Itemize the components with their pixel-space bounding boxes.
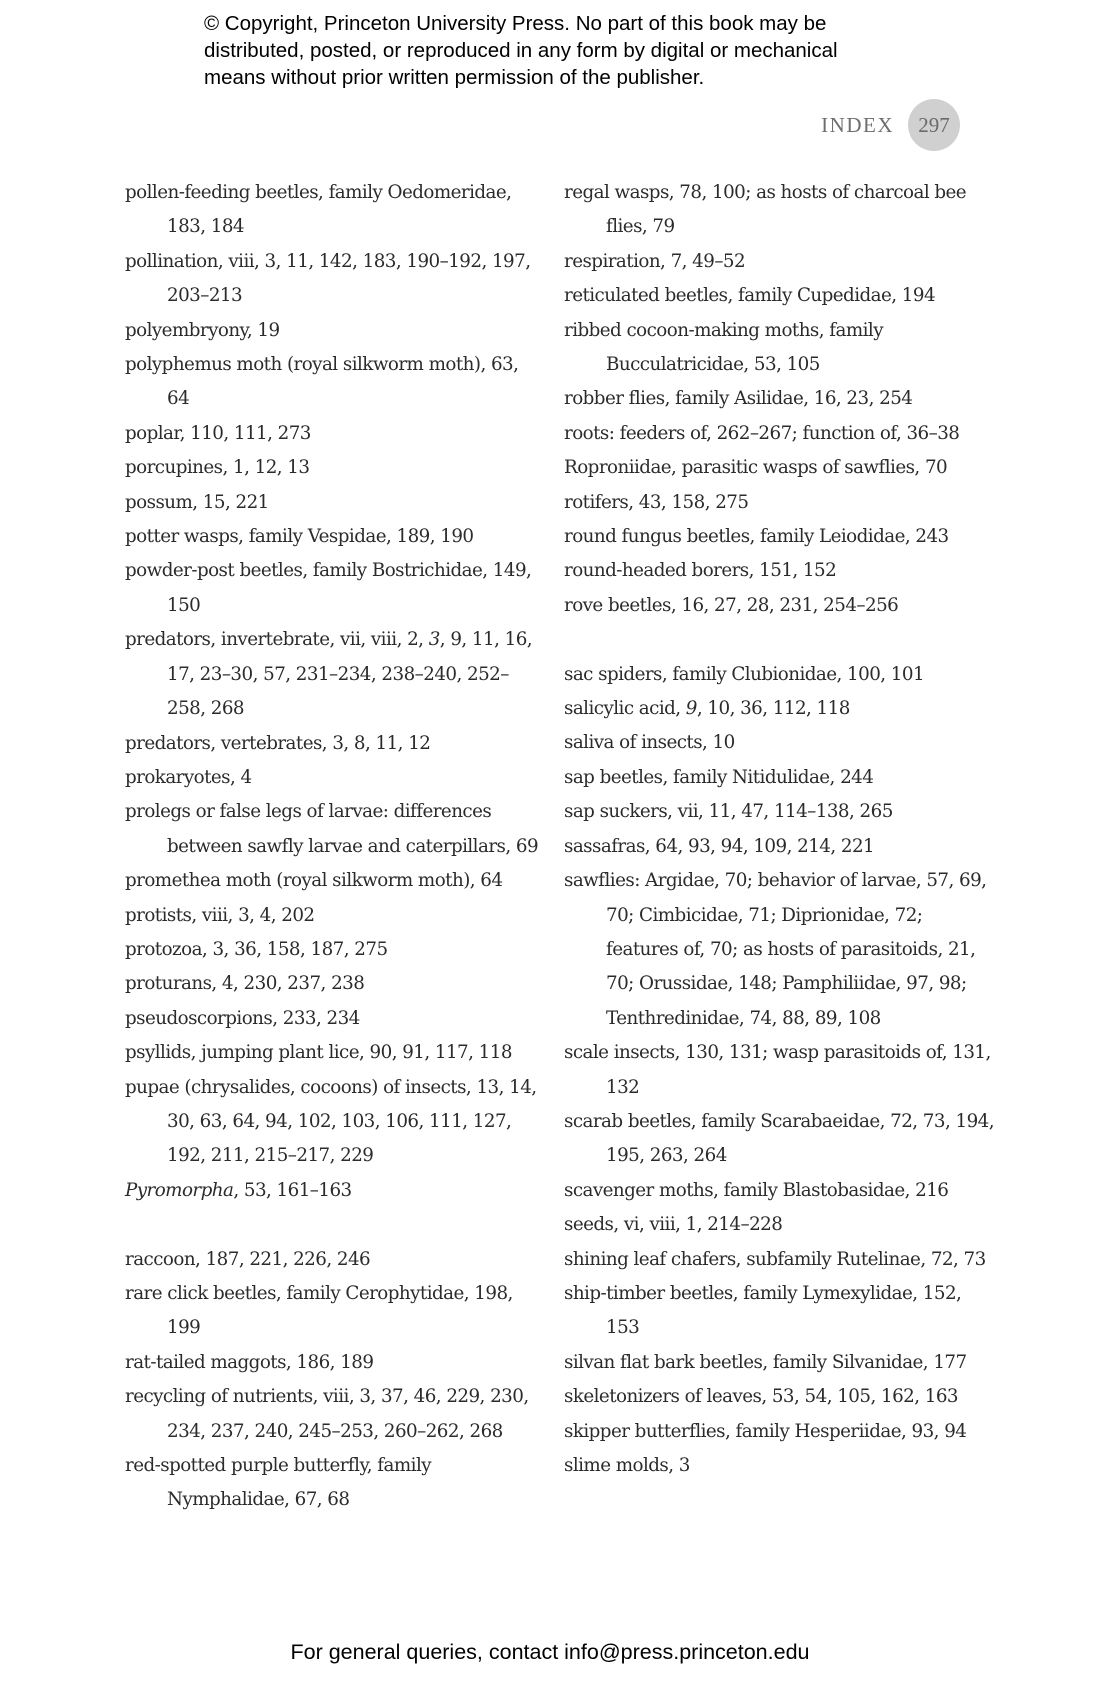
index-column-left	[125, 176, 545, 1518]
index-entry	[125, 623, 545, 726]
index-entry: possum, 15, 221	[125, 491, 269, 513]
index-entry: sap beetles, family Nitidulidae, 244	[564, 766, 874, 788]
index-entry: reticulated beetles, family Cupedidae, 194	[564, 285, 936, 307]
index-entry: shining leaf chafers, subfamily Rutelinae, 72, 73	[564, 1248, 986, 1270]
entry-text: salicylic acid,	[564, 698, 686, 720]
index-entry: scarab beetles, family Scarabaeidae, 72, 73, 194, 195, 263, 264	[564, 1110, 994, 1167]
index-entry: rotifers, 43, 158, 275	[564, 491, 749, 513]
index-entry: red-spotted purple butterfly, family Nymphalidae, 67, 68	[125, 1455, 432, 1511]
copyright-line-2: distributed, posted, or reproduced in any form by digital or mechanical	[204, 39, 838, 62]
index-entry: ribbed cocoon-making moths, family Bucculatricidae, 53, 105	[564, 319, 884, 376]
index-entry: prolegs or false legs of larvae: differences between sawfly larvae and caterpillars, 69	[125, 801, 539, 857]
index-entry: silvan flat bark beetles, family Silvanidae, 177	[564, 1351, 967, 1373]
entry-text: , 9, 11, 16, 17, 23–30, 57, 231–234, 238–240, 252–258, 268	[167, 629, 533, 720]
index-entry: roots: feeders of, 262–267; function of, 36–38	[564, 422, 960, 444]
index-column-right	[564, 176, 994, 1483]
index-entry: protozoa, 3, 36, 158, 187, 275	[125, 938, 388, 960]
index-entry: raccoon, 187, 221, 226, 246	[125, 1248, 371, 1270]
index-entry: pollination, viii, 3, 11, 142, 183, 190–192, 197, 203–213	[125, 250, 531, 307]
index-entry: proturans, 4, 230, 237, 238	[125, 973, 365, 995]
index-entry: predators, vertebrates, 3, 8, 11, 12	[125, 732, 431, 754]
index-entry: sac spiders, family Clubionidae, 100, 101	[564, 663, 925, 685]
index-entry: ship-timber beetles, family Lymexylidae, 152, 153	[564, 1282, 962, 1339]
copyright-line-1: © Copyright, Princeton University Press. No part of this book may be	[204, 12, 827, 35]
index-entry: recycling of nutrients, viii, 3, 37, 46, 229, 230, 234, 237, 240, 245–253, 260–262, 268	[125, 1386, 529, 1442]
section-title: INDEX	[821, 112, 894, 137]
index-entry: polyembryony, 19	[125, 319, 280, 341]
entry-text: , 10, 36, 112, 118	[696, 698, 850, 720]
index-entry: pseudoscorpions, 233, 234	[125, 1007, 360, 1029]
index-entry: round-headed borers, 151, 152	[564, 560, 837, 582]
index-entry: poplar, 110, 111, 273	[125, 422, 311, 444]
index-entry: respiration, 7, 49–52	[564, 250, 746, 272]
entry-italic-page: 3	[428, 629, 440, 651]
running-head	[821, 100, 960, 150]
index-entry: rat-tailed maggots, 186, 189	[125, 1351, 374, 1373]
index-entry: potter wasps, family Vespidae, 189, 190	[125, 526, 474, 548]
index-entry: porcupines, 1, 12, 13	[125, 457, 310, 479]
page-number-badge: 297	[908, 99, 960, 151]
index-entry: Roproniidae, parasitic wasps of sawflies, 70	[564, 457, 948, 479]
entry-italic-term: Pyromorpha	[125, 1179, 234, 1201]
entry-text: , 53, 161–163	[233, 1179, 352, 1201]
index-entry: promethea moth (royal silkworm moth), 64	[125, 870, 503, 892]
index-entry: regal wasps, 78, 100; as hosts of charcoal bee flies, 79	[564, 182, 967, 238]
index-entry: prokaryotes, 4	[125, 766, 252, 788]
entry-italic-page: 9	[685, 698, 697, 720]
index-entry: polyphemus moth (royal silkworm moth), 63, 64	[125, 354, 519, 410]
index-entry: round fungus beetles, family Leiodidae, 243	[564, 526, 949, 548]
index-entry	[564, 692, 994, 726]
index-entry: slime molds, 3	[564, 1455, 690, 1477]
footer-contact: For general queries, contact info@press.princeton.edu	[290, 1640, 810, 1664]
index-entry	[125, 1174, 545, 1208]
index-entry: seeds, vi, viii, 1, 214–228	[564, 1214, 783, 1236]
index-entry: scale insects, 130, 131; wasp parasitoids of, 131, 132	[564, 1042, 991, 1098]
index-entry: psyllids, jumping plant lice, 90, 91, 117, 118	[125, 1042, 512, 1064]
copyright-notice	[204, 10, 924, 91]
index-entry: pupae (chrysalides, cocoons) of insects, 13, 14, 30, 63, 64, 94, 102, 103, 106, 111, 127, 192, 211, 215–217, 229	[125, 1076, 537, 1167]
index-entry: sassafras, 64, 93, 94, 109, 214, 221	[564, 835, 875, 857]
index-entry: protists, viii, 3, 4, 202	[125, 904, 315, 926]
index-entry: sap suckers, vii, 11, 47, 114–138, 265	[564, 801, 893, 823]
entry-text: predators, invertebrate, vii, viii, 2,	[125, 629, 429, 651]
index-entry: pollen-feeding beetles, family Oedomeridae, 183, 184	[125, 182, 512, 238]
index-entry: powder-post beetles, family Bostrichidae, 149, 150	[125, 560, 532, 616]
index-entry: saliva of insects, 10	[564, 732, 735, 754]
index-entry: skipper butterflies, family Hesperiidae, 93, 94	[564, 1420, 967, 1442]
index-entry: robber flies, family Asilidae, 16, 23, 254	[564, 388, 913, 410]
index-entry: rove beetles, 16, 27, 28, 231, 254–256	[564, 594, 899, 616]
index-entry: skeletonizers of leaves, 53, 54, 105, 162, 163	[564, 1386, 958, 1408]
copyright-line-3: means without prior written permission of the publisher.	[204, 66, 705, 89]
index-entry: sawflies: Argidae, 70; behavior of larvae, 57, 69, 70; Cimbicidae, 71; Diprionidae, 72; features of, 70; as hosts of parasitoids, 21, 70; Orussidae, 148; Pamphiliidae, 97, 98; Tenthredinidae, 74, 88, 89, 108	[564, 870, 987, 1029]
index-entry: scavenger moths, family Blastobasidae, 216	[564, 1179, 949, 1201]
index-entry: rare click beetles, family Cerophytidae, 198, 199	[125, 1282, 513, 1339]
